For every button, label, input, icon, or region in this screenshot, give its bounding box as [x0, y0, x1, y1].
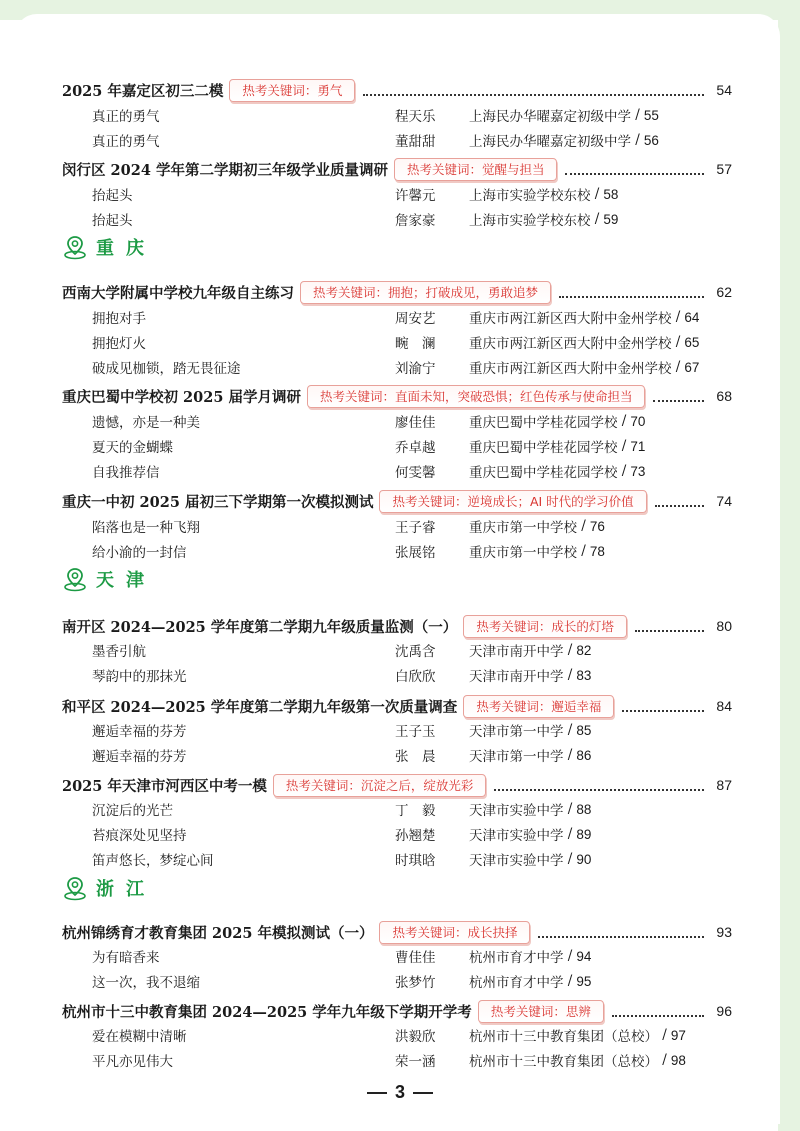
item-school: 上海市实验学校东校 [469, 188, 591, 204]
item-title: 真正的勇气 [92, 109, 160, 125]
toc-item[interactable] [92, 207, 732, 231]
dot-leader [559, 286, 704, 298]
item-author: 张梦竹 [395, 975, 436, 991]
item-school: 上海市实验学校东校 [469, 213, 591, 229]
toc-item[interactable] [92, 822, 732, 846]
slash-separator: / [577, 518, 586, 534]
item-author: 沈禹含 [395, 644, 436, 660]
item-page: 58 [603, 186, 619, 202]
item-school: 天津市南开中学 [469, 644, 564, 660]
keyword-badge: 热考关键词：思辨 [478, 1000, 604, 1023]
keyword-badge: 热考关键词：勇气 [229, 79, 355, 102]
toc-item[interactable] [92, 434, 732, 458]
item-school: 杭州市育才中学 [469, 950, 564, 966]
toc-entry[interactable] [62, 76, 732, 104]
item-school: 上海民办华曜嘉定初级中学 [469, 109, 631, 125]
item-school: 天津市南开中学 [469, 669, 564, 685]
dot-leader [655, 495, 704, 507]
item-page: 85 [576, 722, 592, 738]
item-title: 爱在模糊中清晰 [92, 1029, 187, 1045]
keyword-badge: 热考关键词：逆境成长；AI 时代的学习价值 [379, 490, 646, 513]
item-author: 畹 澜 [395, 336, 436, 352]
right-band [778, 20, 800, 1131]
item-school: 杭州市十三中教育集团（总校） [469, 1054, 658, 1070]
toc-entry[interactable] [62, 997, 732, 1025]
slash-separator: / [658, 1027, 667, 1043]
item-author: 王子玉 [395, 724, 436, 740]
item-author: 许馨元 [395, 188, 436, 204]
item-author: 洪毅欣 [395, 1029, 436, 1045]
slash-separator: / [563, 801, 573, 817]
item-page: 59 [603, 211, 619, 227]
slash-separator: / [617, 413, 627, 429]
item-title: 抬起头 [92, 213, 133, 229]
item-author: 王子睿 [395, 520, 436, 536]
item-page: 98 [670, 1052, 686, 1068]
slash-separator: / [563, 973, 573, 989]
entry-page: 74 [716, 493, 732, 509]
entry-page: 93 [716, 924, 732, 940]
item-title: 夏天的金蝴蝶 [92, 440, 173, 456]
slash-separator: / [631, 132, 640, 148]
toc-entry[interactable] [62, 692, 732, 720]
item-author: 张展铭 [395, 545, 436, 561]
entry-title: 闵行区 2024 学年第二学期初三年级学业质量调研 [62, 161, 388, 179]
slash-separator: / [590, 186, 600, 202]
item-title: 平凡亦见伟大 [92, 1054, 173, 1070]
item-title: 墨香引航 [92, 644, 146, 660]
region-heading [62, 873, 156, 903]
dot-leader [612, 1005, 704, 1017]
item-school: 重庆巴蜀中学桂花园学校 [469, 440, 618, 456]
item-title: 抬起头 [92, 188, 133, 204]
dot-leader [494, 779, 704, 791]
item-school: 重庆巴蜀中学桂花园学校 [469, 415, 618, 431]
page-number [0, 1082, 800, 1103]
toc-item[interactable] [92, 103, 732, 127]
item-title: 拥抱灯火 [92, 336, 146, 352]
entry-title: 南开区 2024—2025 学年度第二学期九年级质量监测（一） [62, 618, 458, 636]
item-title: 真正的勇气 [92, 134, 160, 150]
slash-separator: / [671, 334, 681, 350]
item-title: 遗憾，亦是一种美 [92, 415, 200, 431]
item-page: 86 [576, 747, 592, 763]
item-title: 陷落也是一种飞翔 [92, 520, 200, 536]
slash-separator: / [617, 438, 627, 454]
slash-separator: / [563, 667, 573, 683]
toc-item[interactable] [92, 182, 732, 206]
region-heading [62, 232, 156, 262]
toc-entry[interactable] [62, 918, 732, 946]
location-pin-icon [62, 234, 88, 260]
slash-separator: / [563, 747, 573, 763]
item-page: 95 [576, 973, 592, 989]
item-author: 何雯馨 [395, 465, 436, 481]
region-name: 重庆 [96, 238, 156, 259]
slash-separator: / [631, 107, 640, 123]
item-page: 76 [589, 518, 605, 534]
toc-entry[interactable] [62, 612, 732, 640]
item-page: 89 [576, 826, 592, 842]
toc-item[interactable] [92, 718, 732, 742]
item-author: 刘渝宁 [395, 361, 436, 377]
keyword-badge: 热考关键词：拥抱；打破成见，勇敢追梦 [300, 281, 551, 304]
toc-item[interactable] [92, 1023, 732, 1047]
entry-page: 57 [716, 161, 732, 177]
toc-item[interactable] [92, 305, 732, 329]
entry-page: 96 [716, 1003, 732, 1019]
entry-page: 80 [716, 618, 732, 634]
slash-separator: / [671, 309, 681, 325]
entry-page: 84 [716, 698, 732, 714]
item-author: 廖佳佳 [395, 415, 436, 431]
dot-leader [622, 700, 704, 712]
toc-item[interactable] [92, 459, 732, 483]
keyword-badge: 热考关键词：直面未知，突破恐惧；红色传承与使命担当 [307, 385, 646, 408]
toc-item[interactable] [92, 638, 732, 662]
page-number-value: 3 [394, 1082, 405, 1102]
dot-leader [565, 163, 704, 175]
item-page: 67 [684, 359, 700, 375]
toc-entry[interactable] [62, 487, 732, 515]
toc-item[interactable] [92, 797, 732, 821]
item-school: 上海民办华曜嘉定初级中学 [469, 134, 631, 150]
location-pin-icon [62, 875, 88, 901]
item-school: 天津市实验中学 [469, 803, 564, 819]
dot-leader [363, 84, 704, 96]
item-author: 周安艺 [395, 311, 436, 327]
item-title: 自我推荐信 [92, 465, 160, 481]
keyword-badge: 热考关键词：成长抉择 [379, 921, 530, 944]
item-author: 程天乐 [395, 109, 436, 125]
item-page: 65 [684, 334, 700, 350]
entry-title: 和平区 2024—2025 学年度第二学期九年级第一次质量调查 [62, 698, 458, 716]
slash-separator: / [617, 463, 627, 479]
entry-page: 68 [716, 388, 732, 404]
toc-item[interactable] [92, 409, 732, 433]
item-page: 73 [630, 463, 646, 479]
slash-separator: / [563, 948, 573, 964]
item-author: 白欣欣 [395, 669, 436, 685]
item-author: 詹家豪 [395, 213, 436, 229]
item-author: 曹佳佳 [395, 950, 436, 966]
item-school: 天津市实验中学 [469, 853, 564, 869]
item-page: 70 [630, 413, 646, 429]
item-title: 邂逅幸福的芬芳 [92, 724, 187, 740]
item-title: 苔痕深处见坚持 [92, 828, 187, 844]
item-title: 给小渝的一封信 [92, 545, 187, 561]
entry-page: 54 [716, 82, 732, 98]
item-author: 丁 毅 [395, 803, 436, 819]
item-school: 天津市第一中学 [469, 724, 564, 740]
toc-entry[interactable] [62, 155, 732, 183]
toc-item[interactable] [92, 330, 732, 354]
entry-title: 重庆一中初 2025 届初三下学期第一次模拟测试 [62, 493, 374, 511]
slash-separator: / [563, 826, 573, 842]
item-page: 88 [576, 801, 592, 817]
item-school: 天津市实验中学 [469, 828, 564, 844]
item-page: 71 [630, 438, 646, 454]
item-school: 重庆市两江新区西大附中金州学校 [469, 311, 672, 327]
item-school: 重庆市第一中学校 [469, 545, 577, 561]
toc-item[interactable] [92, 847, 732, 871]
item-page: 78 [589, 543, 605, 559]
dash-left [367, 1092, 387, 1094]
location-pin-icon [62, 566, 88, 592]
region-name: 天津 [96, 570, 156, 591]
toc-item[interactable] [92, 539, 732, 563]
item-title: 这一次，我不退缩 [92, 975, 200, 991]
entry-title: 杭州锦绣育才教育集团 2025 年模拟测试（一） [62, 924, 374, 942]
dot-leader [635, 620, 704, 632]
keyword-badge: 热考关键词：沉淀之后，绽放光彩 [273, 774, 487, 797]
toc-item[interactable] [92, 355, 732, 379]
item-title: 拥抱对手 [92, 311, 146, 327]
region-name: 浙江 [96, 879, 156, 900]
item-school: 重庆市两江新区西大附中金州学校 [469, 336, 672, 352]
toc-item[interactable] [92, 514, 732, 538]
item-title: 破成见枷锁，踏无畏征途 [92, 361, 241, 377]
dot-leader [653, 390, 704, 402]
item-page: 83 [576, 667, 592, 683]
dash-right [413, 1092, 433, 1094]
entry-title: 2025 年天津市河西区中考一模 [62, 777, 267, 795]
item-author: 董甜甜 [395, 134, 436, 150]
toc-entry[interactable] [62, 382, 732, 410]
slash-separator: / [590, 211, 600, 227]
item-school: 杭州市十三中教育集团（总校） [469, 1029, 658, 1045]
item-author: 荣一涵 [395, 1054, 436, 1070]
item-school: 重庆巴蜀中学桂花园学校 [469, 465, 618, 481]
entry-page: 62 [716, 284, 732, 300]
item-title: 沉淀后的光芒 [92, 803, 173, 819]
entry-title: 西南大学附属中学校九年级自主练习 [62, 284, 294, 302]
item-author: 张 晨 [395, 749, 436, 765]
item-title: 琴韵中的那抹光 [92, 669, 187, 685]
entry-title: 重庆巴蜀中学校初 2025 届学月调研 [62, 388, 301, 406]
slash-separator: / [563, 722, 573, 738]
toc-item[interactable] [92, 944, 732, 968]
item-author: 时琪晗 [395, 853, 436, 869]
item-page: 56 [643, 132, 659, 148]
region-heading [62, 564, 156, 594]
entry-title: 2025 年嘉定区初三二模 [62, 82, 224, 100]
item-author: 乔卓越 [395, 440, 436, 456]
item-school: 重庆市第一中学校 [469, 520, 577, 536]
item-school: 重庆市两江新区西大附中金州学校 [469, 361, 672, 377]
item-page: 90 [576, 851, 592, 867]
toc-item[interactable] [92, 743, 732, 767]
slash-separator: / [563, 642, 573, 658]
keyword-badge: 热考关键词：觉醒与担当 [394, 158, 558, 181]
item-page: 64 [684, 309, 700, 325]
item-page: 94 [576, 948, 592, 964]
toc-item[interactable] [92, 969, 732, 993]
toc-item[interactable] [92, 1048, 732, 1072]
toc-item[interactable] [92, 128, 732, 152]
entry-page: 87 [716, 777, 732, 793]
dot-leader [538, 926, 704, 938]
slash-separator: / [671, 359, 681, 375]
item-title: 笛声悠长，梦绽心间 [92, 853, 214, 869]
toc-item[interactable] [92, 663, 732, 687]
toc-entry[interactable] [62, 278, 732, 306]
slash-separator: / [577, 543, 586, 559]
item-title: 邂逅幸福的芬芳 [92, 749, 187, 765]
item-page: 55 [643, 107, 659, 123]
item-author: 孙翘楚 [395, 828, 436, 844]
item-title: 为有暗香来 [92, 950, 160, 966]
keyword-badge: 热考关键词：成长的灯塔 [463, 615, 627, 638]
slash-separator: / [658, 1052, 667, 1068]
slash-separator: / [563, 851, 573, 867]
entry-title: 杭州市十三中教育集团 2024—2025 学年九年级下学期开学考 [62, 1003, 472, 1021]
item-school: 杭州市育才中学 [469, 975, 564, 991]
item-page: 82 [576, 642, 592, 658]
item-page: 97 [670, 1027, 686, 1043]
toc-entry[interactable] [62, 771, 732, 799]
keyword-badge: 热考关键词：邂逅幸福 [463, 695, 614, 718]
item-school: 天津市第一中学 [469, 749, 564, 765]
